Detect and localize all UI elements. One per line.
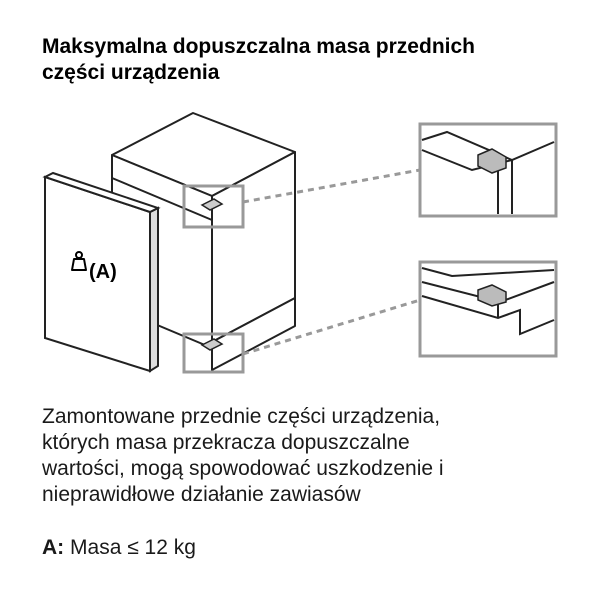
description-line-1: Zamontowane przednie części urządzenia, (42, 405, 441, 428)
detail-view-top (420, 124, 556, 216)
description-line-2: których masa przekracza dopuszczalne (42, 431, 410, 454)
title-line-2: części urządzenia (42, 61, 220, 84)
note-text: Masa ≤ 12 kg (70, 536, 196, 559)
detail-view-bottom (420, 262, 556, 356)
title-line-1: Maksymalna dopuszczalna masa przednich (42, 35, 475, 58)
description-text (42, 404, 582, 508)
description-line-3: wartości, mogą spowodować uszkodzenie i (42, 457, 444, 480)
door-label: (A) (89, 261, 117, 283)
description-line-4: nieprawidłowe działanie zawiasów (42, 483, 361, 506)
note-label: A: (42, 536, 65, 559)
weight-note (42, 536, 196, 560)
